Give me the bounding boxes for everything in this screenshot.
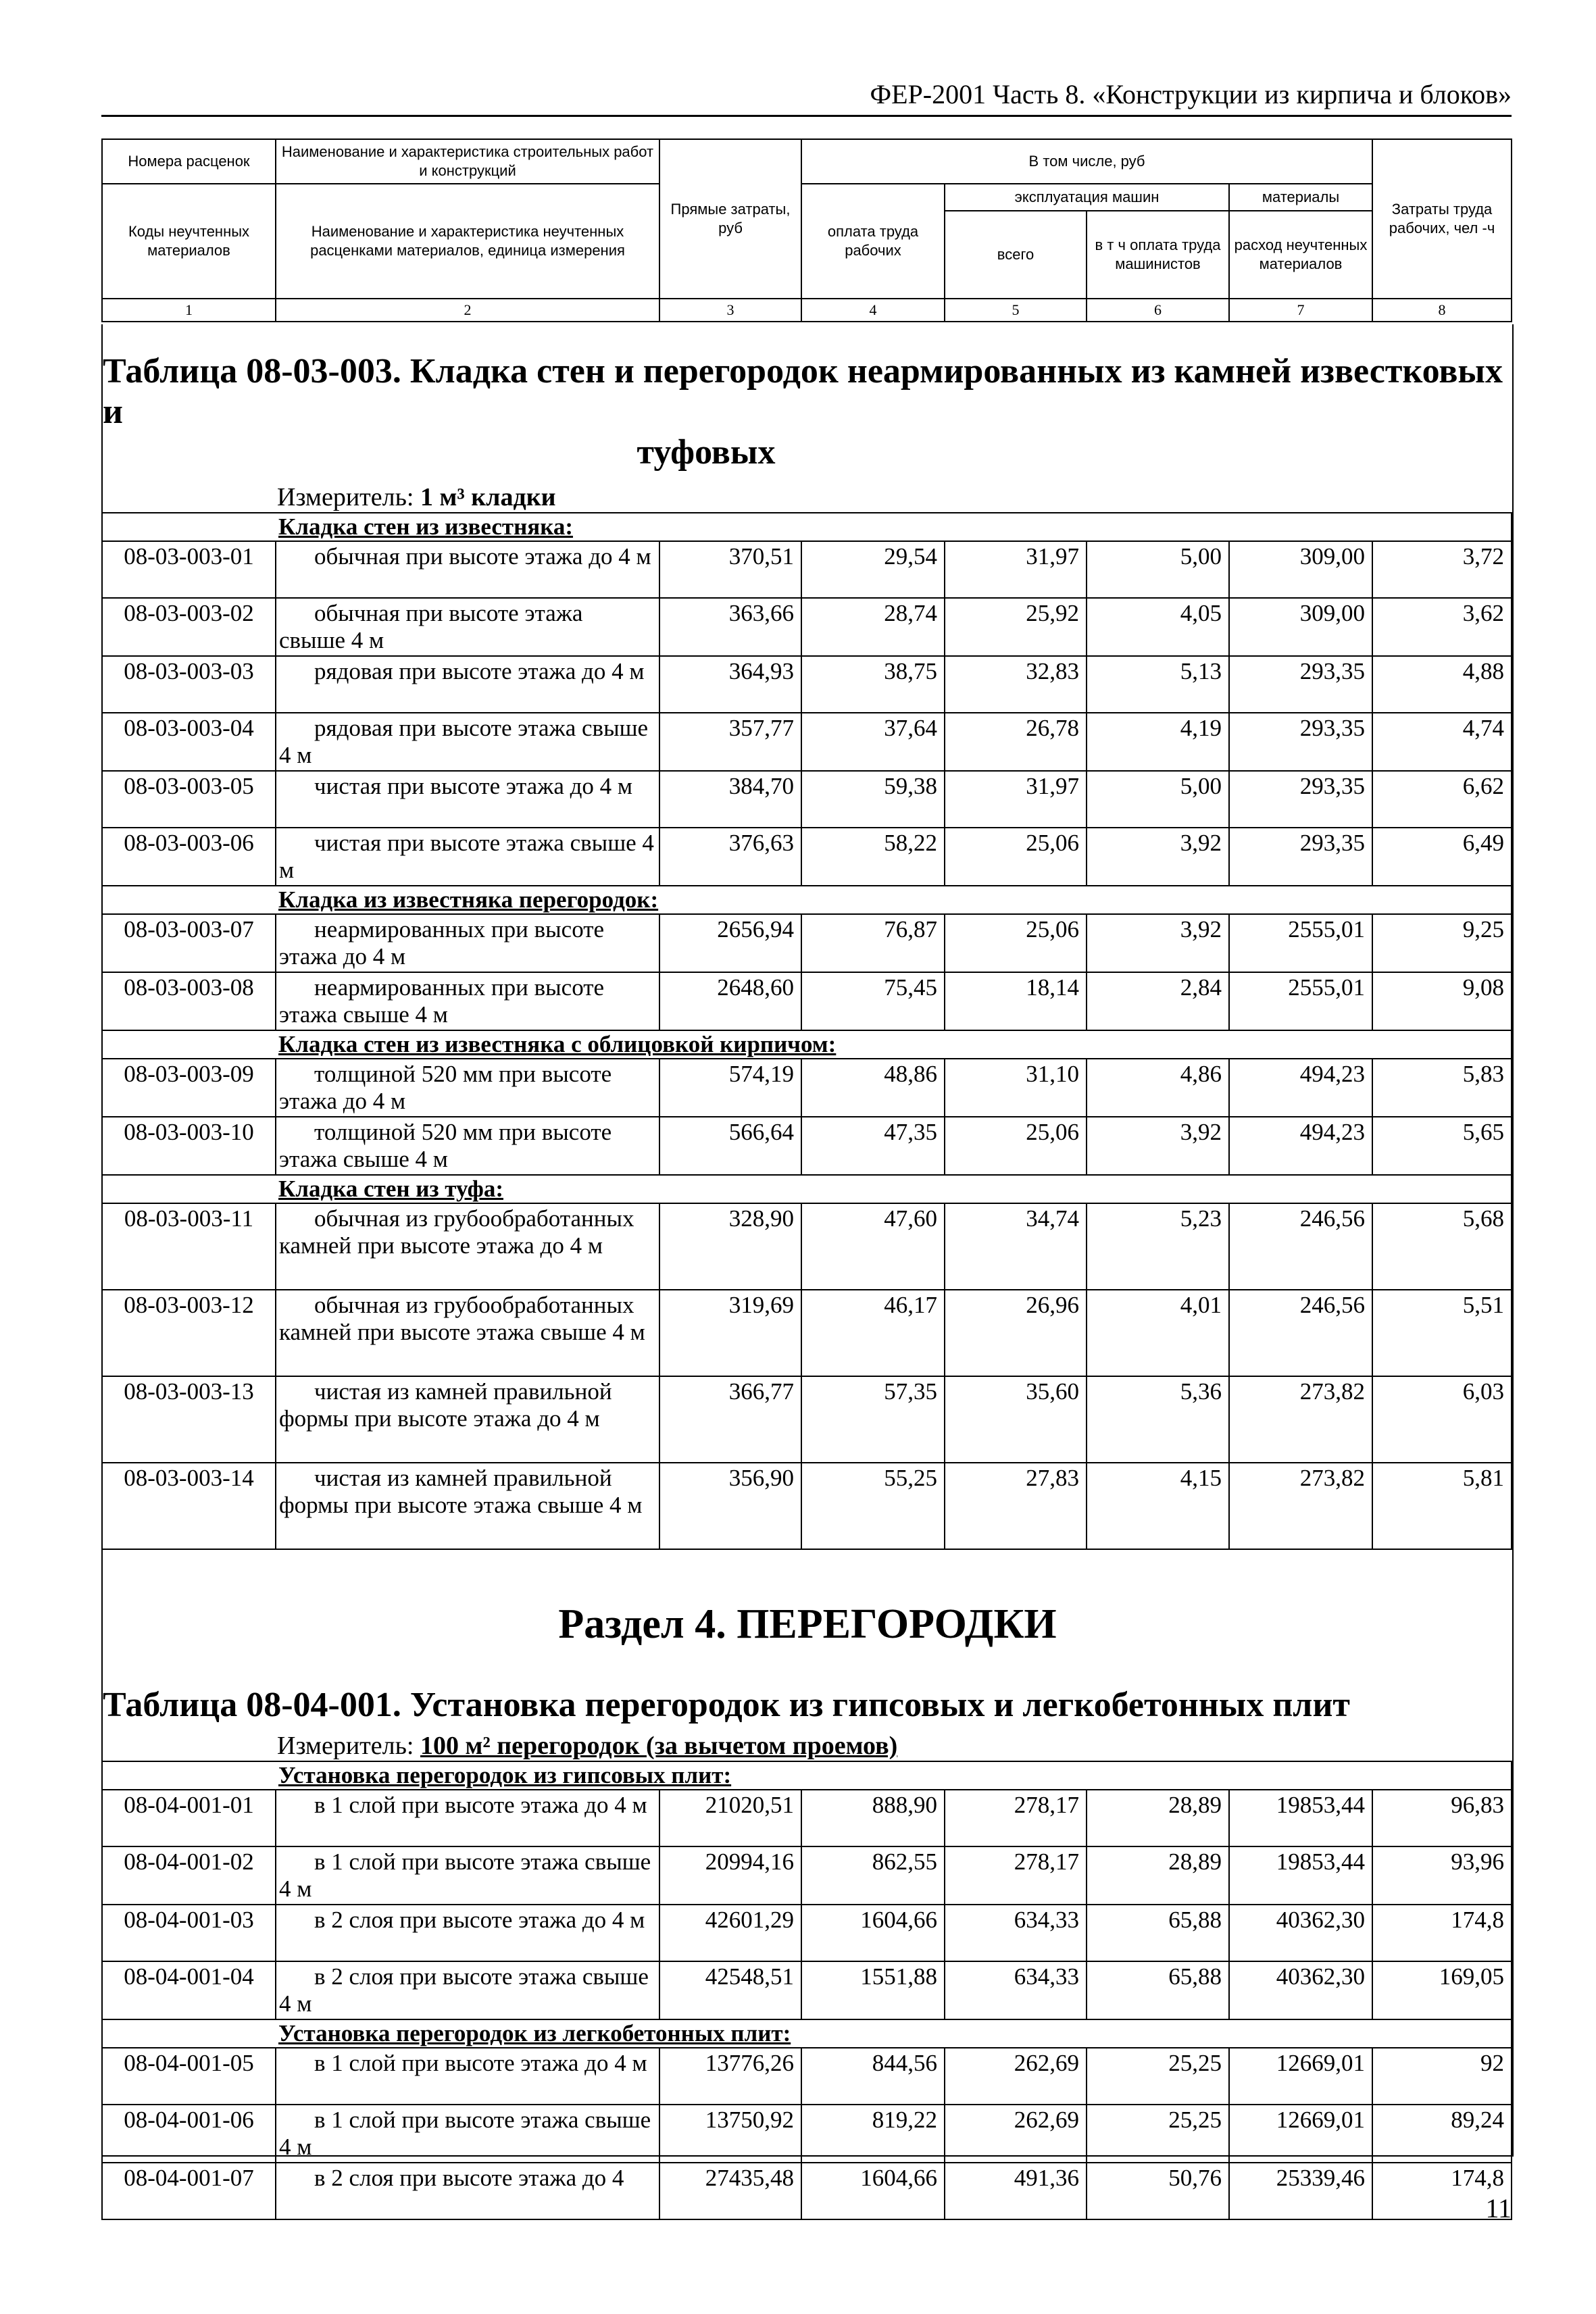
labor-hours: 4,74	[1372, 713, 1512, 771]
direct-costs: 42548,51	[659, 1961, 801, 2019]
table-row	[102, 1376, 1512, 1463]
table-row	[102, 1790, 1512, 1846]
rate-code: 08-03-003-11	[102, 1203, 276, 1290]
running-header	[101, 74, 1512, 117]
worker-wages: 59,38	[801, 771, 945, 828]
machines-total: 32,83	[945, 656, 1087, 713]
machines-total: 31,97	[945, 771, 1087, 828]
direct-costs: 21020,51	[659, 1790, 801, 1846]
operator-wages: 5,00	[1087, 541, 1229, 598]
materials-cost: 246,56	[1229, 1290, 1372, 1376]
rate-code: 08-03-003-02	[102, 598, 276, 656]
work-description: обычная при высоте этажа свыше 4 м	[276, 598, 659, 656]
direct-costs: 366,77	[659, 1376, 801, 1463]
rate-code: 08-03-003-10	[102, 1117, 276, 1175]
work-description: обычная при высоте этажа до 4 м	[276, 541, 659, 598]
worker-wages: 46,17	[801, 1290, 945, 1376]
materials-cost: 293,35	[1229, 828, 1372, 886]
machines-total: 26,96	[945, 1290, 1087, 1376]
labor-hours: 174,8	[1372, 2163, 1512, 2219]
materials-cost: 12669,01	[1229, 2048, 1372, 2105]
table-row	[102, 771, 1512, 828]
materials-cost: 309,00	[1229, 598, 1372, 656]
work-description: в 2 слоя при высоте этажа до 4	[276, 2163, 659, 2219]
worker-wages: 75,45	[801, 972, 945, 1030]
direct-costs: 363,66	[659, 598, 801, 656]
materials-cost: 2555,01	[1229, 914, 1372, 972]
document-title: ФЕР-2001 Часть 8. «Конструкции из кирпича и блоков»	[870, 79, 1512, 109]
operator-wages: 25,25	[1087, 2105, 1229, 2163]
worker-wages: 28,74	[801, 598, 945, 656]
materials-cost: 494,23	[1229, 1117, 1372, 1175]
group-header-row	[102, 513, 1512, 541]
operator-wages: 65,88	[1087, 1961, 1229, 2019]
rate-code: 08-04-001-07	[102, 2163, 276, 2219]
work-description: в 2 слоя при высоте этажа до 4 м	[276, 1905, 659, 1961]
labor-hours: 174,8	[1372, 1905, 1512, 1961]
operator-wages: 3,92	[1087, 1117, 1229, 1175]
col-material-name-header: Наименование и характеристика неучтенных расценками материалов, единица измерения	[276, 184, 659, 299]
col-including-header: В том числе, руб	[801, 139, 1372, 184]
work-description: рядовая при высоте этажа свыше 4 м	[276, 713, 659, 771]
col-materials-header: материалы	[1229, 184, 1372, 211]
group-header-blank	[102, 2019, 276, 2048]
rate-code: 08-04-001-03	[102, 1905, 276, 1961]
machines-total: 34,74	[945, 1203, 1087, 1290]
work-description: чистая из камней правильной формы при высоте этажа свыше 4 м	[276, 1463, 659, 1549]
work-description: толщиной 520 мм при высоте этажа свыше 4 м	[276, 1117, 659, 1175]
rate-code: 08-03-003-13	[102, 1376, 276, 1463]
table2-unit: Измеритель: 100 м² перегородок (за вычетом проемов)	[277, 1732, 898, 1760]
table-row	[102, 2105, 1512, 2163]
group-title: Кладка из известняка перегородок:	[276, 886, 1512, 914]
labor-hours: 3,62	[1372, 598, 1512, 656]
table-row	[102, 828, 1512, 886]
column-number: 8	[1372, 299, 1512, 322]
operator-wages: 4,01	[1087, 1290, 1229, 1376]
machines-total: 25,92	[945, 598, 1087, 656]
worker-wages: 37,64	[801, 713, 945, 771]
direct-costs: 42601,29	[659, 1905, 801, 1961]
work-description: чистая при высоте этажа свыше 4 м	[276, 828, 659, 886]
labor-hours: 9,25	[1372, 914, 1512, 972]
column-number: 7	[1229, 299, 1372, 322]
rate-code: 08-03-003-07	[102, 914, 276, 972]
labor-hours: 5,65	[1372, 1117, 1512, 1175]
work-description: толщиной 520 мм при высоте этажа до 4 м	[276, 1059, 659, 1117]
machines-total: 35,60	[945, 1376, 1087, 1463]
col-material-codes-header: Коды неучтенных материалов	[102, 184, 276, 299]
rate-code: 08-04-001-04	[102, 1961, 276, 2019]
labor-hours: 169,05	[1372, 1961, 1512, 2019]
col-operators-wages-header: в т ч оплата труда машинистов	[1087, 211, 1229, 299]
rate-code: 08-03-003-01	[102, 541, 276, 598]
col-machines-total-header: всего	[945, 211, 1087, 299]
operator-wages: 5,36	[1087, 1376, 1229, 1463]
work-description: неармированных при высоте этажа до 4 м	[276, 914, 659, 972]
work-description: рядовая при высоте этажа до 4 м	[276, 656, 659, 713]
column-number: 5	[945, 299, 1087, 322]
materials-cost: 19853,44	[1229, 1846, 1372, 1905]
operator-wages: 28,89	[1087, 1790, 1229, 1846]
labor-hours: 96,83	[1372, 1790, 1512, 1846]
column-number: 3	[659, 299, 801, 322]
operator-wages: 28,89	[1087, 1846, 1229, 1905]
labor-hours: 93,96	[1372, 1846, 1512, 1905]
operator-wages: 4,19	[1087, 713, 1229, 771]
table-row	[102, 1059, 1512, 1117]
operator-wages: 5,23	[1087, 1203, 1229, 1290]
table-row	[102, 2163, 1512, 2219]
column-number: 6	[1087, 299, 1229, 322]
column-number: 1	[102, 299, 276, 322]
group-title: Установка перегородок из легкобетонных плит:	[276, 2019, 1512, 2048]
work-description: чистая при высоте этажа до 4 м	[276, 771, 659, 828]
table-row	[102, 713, 1512, 771]
machines-total: 25,06	[945, 914, 1087, 972]
labor-hours: 5,83	[1372, 1059, 1512, 1117]
direct-costs: 356,90	[659, 1463, 801, 1549]
machines-total: 634,33	[945, 1961, 1087, 2019]
direct-costs: 364,93	[659, 656, 801, 713]
rate-code: 08-03-003-09	[102, 1059, 276, 1117]
work-description: в 1 слой при высоте этажа до 4 м	[276, 2048, 659, 2105]
worker-wages: 862,55	[801, 1846, 945, 1905]
group-title: Кладка стен из известняка с облицовкой кирпичом:	[276, 1030, 1512, 1059]
materials-cost: 494,23	[1229, 1059, 1372, 1117]
operator-wages: 4,05	[1087, 598, 1229, 656]
group-header-blank	[102, 513, 276, 541]
group-header-blank	[102, 1761, 276, 1790]
table-row	[102, 598, 1512, 656]
rate-code: 08-03-003-04	[102, 713, 276, 771]
group-header-row	[102, 2019, 1512, 2048]
rate-code: 08-04-001-02	[102, 1846, 276, 1905]
labor-hours: 6,62	[1372, 771, 1512, 828]
worker-wages: 29,54	[801, 541, 945, 598]
materials-cost: 40362,30	[1229, 1961, 1372, 2019]
operator-wages: 4,86	[1087, 1059, 1229, 1117]
worker-wages: 58,22	[801, 828, 945, 886]
direct-costs: 20994,16	[659, 1846, 801, 1905]
table-row	[102, 914, 1512, 972]
labor-hours: 89,24	[1372, 2105, 1512, 2163]
direct-costs: 27435,48	[659, 2163, 801, 2219]
col-machines-header: эксплуатация машин	[945, 184, 1229, 211]
materials-cost: 12669,01	[1229, 2105, 1372, 2163]
main-content	[101, 324, 1514, 2191]
worker-wages: 844,56	[801, 2048, 945, 2105]
table-row	[102, 656, 1512, 713]
machines-total: 31,10	[945, 1059, 1087, 1117]
materials-cost: 273,82	[1229, 1376, 1372, 1463]
direct-costs: 2648,60	[659, 972, 801, 1030]
table-row	[102, 1905, 1512, 1961]
labor-hours: 5,68	[1372, 1203, 1512, 1290]
table-row	[102, 1290, 1512, 1376]
labor-hours: 6,03	[1372, 1376, 1512, 1463]
worker-wages: 57,35	[801, 1376, 945, 1463]
work-description: в 1 слой при высоте этажа до 4 м	[276, 1790, 659, 1846]
labor-hours: 4,88	[1372, 656, 1512, 713]
worker-wages: 48,86	[801, 1059, 945, 1117]
work-description: в 2 слоя при высоте этажа свыше 4 м	[276, 1961, 659, 2019]
direct-costs: 370,51	[659, 541, 801, 598]
table-row	[102, 1961, 1512, 2019]
rate-code: 08-04-001-01	[102, 1790, 276, 1846]
operator-wages: 3,92	[1087, 914, 1229, 972]
work-description: неармированных при высоте этажа свыше 4 м	[276, 972, 659, 1030]
rate-code: 08-03-003-08	[102, 972, 276, 1030]
col-unaccounted-materials-header: расход неучтенных материалов	[1229, 211, 1372, 299]
labor-hours: 6,49	[1372, 828, 1512, 886]
work-description: в 1 слой при высоте этажа свыше 4 м	[276, 2105, 659, 2163]
labor-hours: 92	[1372, 2048, 1512, 2105]
materials-cost: 293,35	[1229, 656, 1372, 713]
group-title: Установка перегородок из гипсовых плит:	[276, 1761, 1512, 1790]
group-header-row	[102, 1175, 1512, 1203]
direct-costs: 566,64	[659, 1117, 801, 1175]
col-labor-hours-header: Затраты труда рабочих, чел -ч	[1372, 139, 1512, 299]
worker-wages: 888,90	[801, 1790, 945, 1846]
table-row	[102, 1463, 1512, 1549]
rate-code: 08-03-003-12	[102, 1290, 276, 1376]
worker-wages: 1551,88	[801, 1961, 945, 2019]
column-number-row	[102, 299, 1512, 322]
group-header-row	[102, 886, 1512, 914]
machines-total: 27,83	[945, 1463, 1087, 1549]
group-header-blank	[102, 1175, 276, 1203]
rate-code: 08-04-001-06	[102, 2105, 276, 2163]
operator-wages: 3,92	[1087, 828, 1229, 886]
group-header-row	[102, 1761, 1512, 1790]
direct-costs: 319,69	[659, 1290, 801, 1376]
work-description: в 1 слой при высоте этажа свыше 4 м	[276, 1846, 659, 1905]
operator-wages: 5,13	[1087, 656, 1229, 713]
table-row	[102, 1117, 1512, 1175]
direct-costs: 357,77	[659, 713, 801, 771]
group-header-row	[102, 1030, 1512, 1059]
direct-costs: 384,70	[659, 771, 801, 828]
section-title: Раздел 4. ПЕРЕГОРОДКИ	[558, 1601, 1057, 1647]
machines-total: 634,33	[945, 1905, 1087, 1961]
table1-data	[101, 512, 1512, 1550]
group-title: Кладка стен из известняка:	[276, 513, 1512, 541]
rate-code: 08-03-003-05	[102, 771, 276, 828]
worker-wages: 1604,66	[801, 2163, 945, 2219]
materials-cost: 293,35	[1229, 771, 1372, 828]
worker-wages: 47,60	[801, 1203, 945, 1290]
worker-wages: 47,35	[801, 1117, 945, 1175]
work-description: обычная из грубообработанных камней при высоте этажа свыше 4 м	[276, 1290, 659, 1376]
materials-cost: 246,56	[1229, 1203, 1372, 1290]
machines-total: 491,36	[945, 2163, 1087, 2219]
worker-wages: 55,25	[801, 1463, 945, 1549]
materials-cost: 273,82	[1229, 1463, 1372, 1549]
column-header-table	[101, 139, 1512, 322]
table1-title: Таблица 08-03-003. Кладка стен и перегородок неармированных из камней известковых и туфовых	[103, 352, 1503, 472]
materials-cost: 19853,44	[1229, 1790, 1372, 1846]
labor-hours: 5,81	[1372, 1463, 1512, 1549]
group-header-blank	[102, 1030, 276, 1059]
col-name-header: Наименование и характеристика строительных работ и конструкций	[276, 139, 659, 184]
direct-costs: 574,19	[659, 1059, 801, 1117]
operator-wages: 5,00	[1087, 771, 1229, 828]
worker-wages: 76,87	[801, 914, 945, 972]
table2-data	[101, 1761, 1512, 2220]
column-number: 4	[801, 299, 945, 322]
table-row	[102, 541, 1512, 598]
machines-total: 26,78	[945, 713, 1087, 771]
table-row	[102, 2048, 1512, 2105]
materials-cost: 25339,46	[1229, 2163, 1372, 2219]
machines-total: 262,69	[945, 2048, 1087, 2105]
page-number: 11	[1485, 2193, 1512, 2223]
table2-title: Таблица 08-04-001. Установка перегородок из гипсовых и легкобетонных плит	[103, 1686, 1350, 1724]
rate-code: 08-04-001-05	[102, 2048, 276, 2105]
direct-costs: 376,63	[659, 828, 801, 886]
labor-hours: 5,51	[1372, 1290, 1512, 1376]
direct-costs: 13750,92	[659, 2105, 801, 2163]
col-wages-header: оплата труда рабочих	[801, 184, 945, 299]
materials-cost: 293,35	[1229, 713, 1372, 771]
worker-wages: 38,75	[801, 656, 945, 713]
col-code-header: Номера расценок	[102, 139, 276, 184]
operator-wages: 65,88	[1087, 1905, 1229, 1961]
labor-hours: 3,72	[1372, 541, 1512, 598]
col-direct-costs-header: Прямые затраты, руб	[659, 139, 801, 299]
group-title: Кладка стен из туфа:	[276, 1175, 1512, 1203]
rate-code: 08-03-003-03	[102, 656, 276, 713]
operator-wages: 25,25	[1087, 2048, 1229, 2105]
direct-costs: 2656,94	[659, 914, 801, 972]
machines-total: 262,69	[945, 2105, 1087, 2163]
worker-wages: 819,22	[801, 2105, 945, 2163]
materials-cost: 40362,30	[1229, 1905, 1372, 1961]
table1-unit: Измеритель: 1 м³ кладки	[277, 483, 556, 511]
machines-total: 25,06	[945, 828, 1087, 886]
rate-code: 08-03-003-14	[102, 1463, 276, 1549]
worker-wages: 1604,66	[801, 1905, 945, 1961]
materials-cost: 309,00	[1229, 541, 1372, 598]
machines-total: 278,17	[945, 1846, 1087, 1905]
column-number: 2	[276, 299, 659, 322]
materials-cost: 2555,01	[1229, 972, 1372, 1030]
machines-total: 278,17	[945, 1790, 1087, 1846]
table-row	[102, 1846, 1512, 1905]
machines-total: 31,97	[945, 541, 1087, 598]
direct-costs: 328,90	[659, 1203, 801, 1290]
operator-wages: 4,15	[1087, 1463, 1229, 1549]
operator-wages: 50,76	[1087, 2163, 1229, 2219]
rate-code: 08-03-003-06	[102, 828, 276, 886]
direct-costs: 13776,26	[659, 2048, 801, 2105]
table-row	[102, 1203, 1512, 1290]
work-description: обычная из грубообработанных камней при высоте этажа до 4 м	[276, 1203, 659, 1290]
table-row	[102, 972, 1512, 1030]
machines-total: 18,14	[945, 972, 1087, 1030]
labor-hours: 9,08	[1372, 972, 1512, 1030]
operator-wages: 2,84	[1087, 972, 1229, 1030]
group-header-blank	[102, 886, 276, 914]
work-description: чистая из камней правильной формы при высоте этажа до 4 м	[276, 1376, 659, 1463]
machines-total: 25,06	[945, 1117, 1087, 1175]
